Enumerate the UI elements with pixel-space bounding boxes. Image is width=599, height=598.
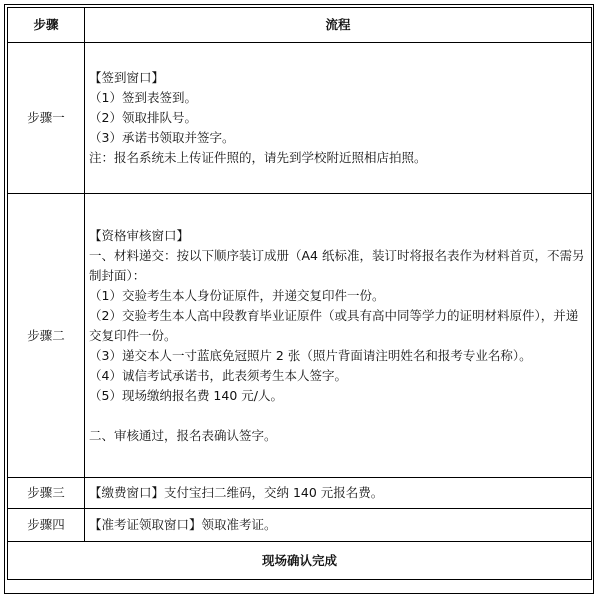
step-label: 步骤一 (8, 43, 85, 194)
step-label: 步骤三 (8, 478, 85, 509)
flow-line: 【缴费窗口】支付宝扫二维码，交纳 140 元报名费。 (89, 485, 384, 500)
flow-line: （1）交验考生本人身份证原件，并递交复印件一份。 (89, 287, 385, 303)
table-footer-row (8, 542, 592, 580)
flow-line: 注：报名系统未上传证件照的，请先到学校附近照相店拍照。 (89, 150, 427, 165)
flow-content (85, 478, 592, 509)
table-row (8, 509, 592, 542)
footer-text: 现场确认完成 (8, 542, 592, 580)
flow-content (85, 43, 592, 194)
flow-line: （1）签到表签到。 (89, 90, 197, 105)
flow-line: （3）承诺书领取并签字。 (89, 130, 235, 145)
table-row (8, 194, 592, 478)
flow-line: （2）交验考生本人高中段教育毕业证原件（或具有高中同等学力的证明材料原件），并递交复印件一份。 (89, 307, 579, 343)
flow-content (85, 509, 592, 542)
flow-line: 二、审核通过，报名表确认签字。 (89, 427, 277, 443)
flow-line: 【准考证领取窗口】领取准考证。 (89, 517, 277, 532)
flow-line: 一、材料递交：按以下顺序装订成册（A4 纸标准，装订时将报名表作为材料首页，不需另制封面）： (89, 247, 585, 283)
flow-line: （2）领取排队号。 (89, 110, 197, 125)
flow-line-blank (89, 406, 589, 426)
header-flow: 流程 (85, 8, 592, 43)
step-label: 步骤二 (8, 194, 85, 478)
table-row (8, 43, 592, 194)
table-header-row (8, 8, 592, 43)
flow-content (85, 194, 592, 478)
header-step: 步骤 (8, 8, 85, 43)
flow-line: 【资格审核窗口】 (89, 227, 190, 243)
step-label: 步骤四 (8, 509, 85, 542)
flow-line: 【签到窗口】 (89, 70, 165, 85)
flow-line: （3）递交本人一寸蓝底免冠照片 2 张（照片背面请注明姓名和报考专业名称）。 (89, 347, 532, 363)
flow-line: （5）现场缴纳报名费 140 元/人。 (89, 387, 283, 403)
table-row (8, 478, 592, 509)
process-table (7, 7, 592, 580)
flow-line: （4）诚信考试承诺书，此表须考生本人签字。 (89, 367, 347, 383)
